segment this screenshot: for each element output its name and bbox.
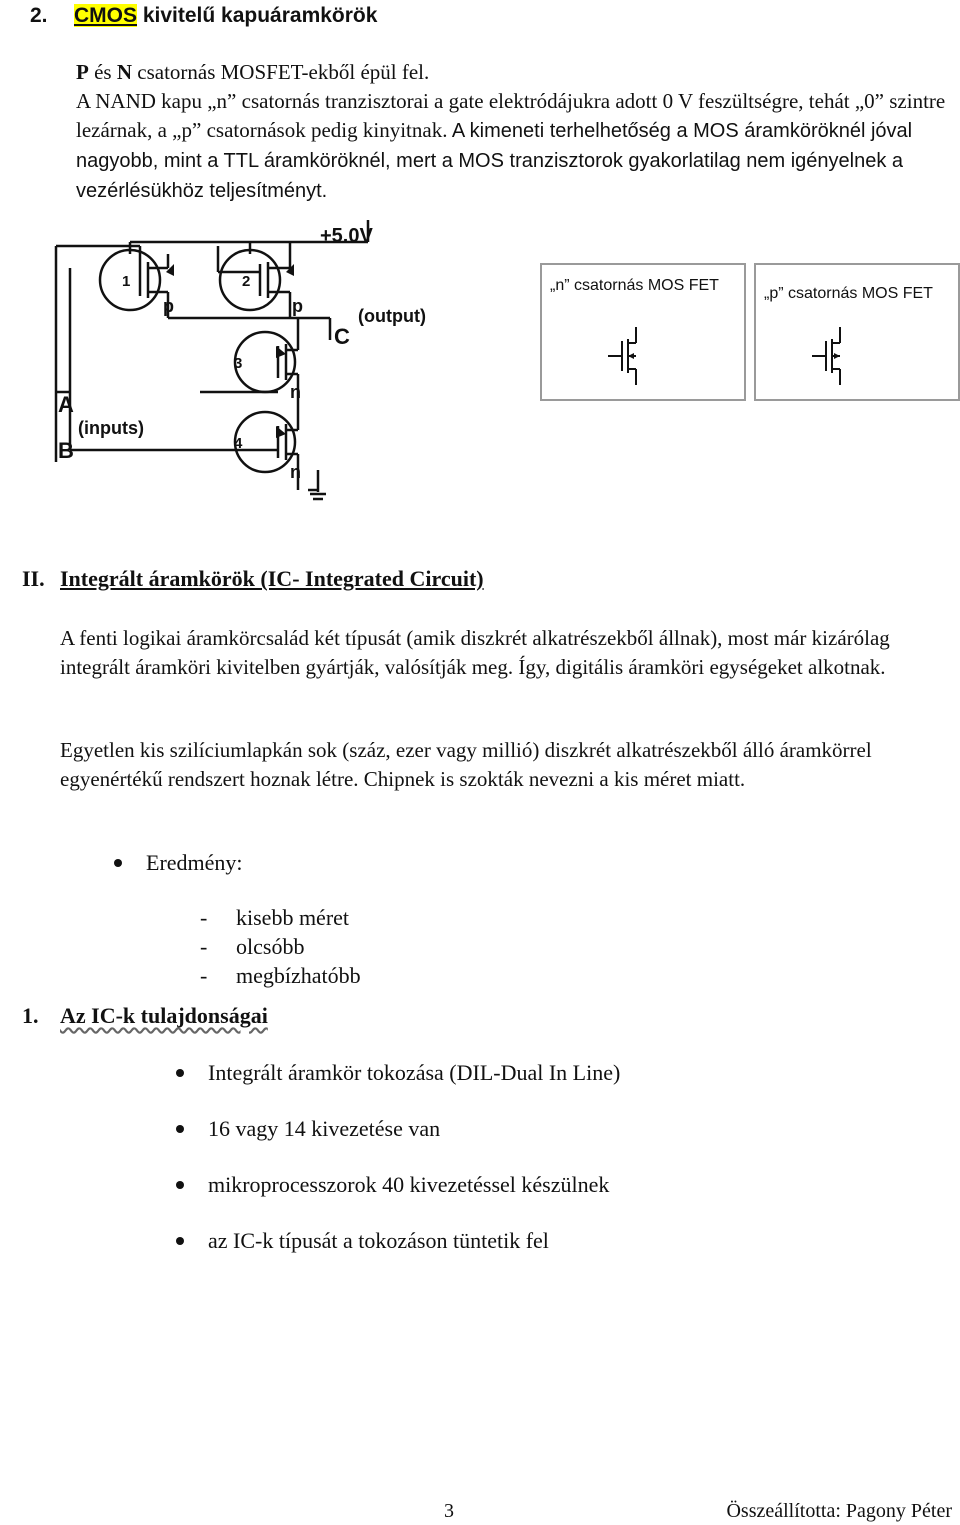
section-heading-cmos — [30, 4, 377, 28]
bullet-icon — [176, 1125, 184, 1133]
list-item — [176, 1172, 609, 1198]
list-item — [200, 932, 361, 961]
section-title: Az IC-k tulajdonságai — [60, 1003, 268, 1028]
n-label-2: n — [290, 462, 301, 482]
supply-label: +5.0V — [320, 225, 373, 247]
transistor-1-label: 1 — [122, 273, 131, 290]
list-item — [176, 1228, 549, 1254]
result-item: kisebb méret — [236, 905, 350, 930]
intro-line1-rest: csatornás MOSFET-ekből épül fel. — [132, 60, 430, 84]
dash: - — [200, 934, 208, 959]
transistor-3-label: 3 — [234, 355, 243, 372]
input-a-label: A — [58, 392, 74, 417]
dash: - — [200, 905, 208, 930]
transistor-2-label: 2 — [242, 273, 251, 290]
result-label: Eredmény: — [146, 850, 243, 875]
heading-rest: kivitelű kapuáramkörök — [137, 4, 378, 27]
ic-paragraph-1: A fenti logikai áramkörcsalád két típusát (amik diszkrét alkatrészekből állnak), most már kizárólag integrált áramköri kivitelben gyártják, valósítják meg. Így, digitális áramköri egységeket alkotnak. — [60, 626, 890, 679]
n-channel-mosfet-symbol — [540, 263, 746, 401]
p-fet-caption: „p” csatornás MOS FET — [764, 285, 933, 302]
section-heading-ic-properties — [22, 1003, 268, 1029]
intro-line2-text: A NAND kapu „n” csatornás tranzisztorai a gate elektródájukra adott 0 V feszültségre, tehát „0” szintre lezárnak, a „p” csatornások pedig kinyitnak. — [76, 89, 946, 142]
result-list — [200, 903, 361, 990]
n-label-1: n — [290, 382, 301, 402]
output-label: (output) — [358, 306, 426, 326]
cmos-nand-circuit-diagram — [50, 212, 450, 507]
property-text: az IC-k típusát a tokozáson tüntetik fel — [208, 1228, 549, 1253]
intro-and: és — [88, 60, 117, 84]
intro-n-bold: N — [116, 60, 132, 84]
property-text: Integrált áramkör tokozása (DIL-Dual In Line) — [208, 1060, 621, 1085]
output-node-label: C — [334, 324, 350, 349]
property-text: mikroprocesszorok 40 kivezetéssel készülnek — [208, 1172, 610, 1197]
ic-paragraph-2: Egyetlen kis szilíciumlapkán sok (száz, ezer vagy millió) diszkrét alkatrészekből álló áramkörrel egyenértékű rendszert hoznak létre. Chipnek is szokták nevezni a kis méret miatt. — [60, 738, 872, 791]
transistor-4-label: 4 — [234, 435, 243, 452]
list-item — [176, 1060, 620, 1086]
list-item — [200, 961, 361, 990]
p-label-1: p — [163, 296, 174, 316]
section-number: II. — [22, 566, 45, 591]
intro-line1 — [76, 58, 946, 87]
intro-line3-text: A kimeneti terhelhetőség a MOS áramköröknél jóval nagyobb, mint a TTL áramköröknél, mert a MOS tranzisztorok gyakorlatilag nem igényelnek a vezérlésükhöz teljesítményt. — [76, 120, 913, 202]
p-label-2: p — [292, 296, 303, 316]
section-number: 1. — [22, 1003, 39, 1028]
intro-line2 — [76, 87, 946, 206]
section-title: Integrált áramkörök (IC- Integrated Circuit) — [60, 566, 484, 591]
intro-paragraph — [76, 58, 946, 206]
bullet-icon — [176, 1237, 184, 1245]
inputs-label: (inputs) — [78, 418, 144, 438]
input-b-label: B — [58, 438, 74, 463]
section-heading-ic — [22, 566, 484, 592]
bullet-icon — [176, 1069, 184, 1077]
heading-highlight: CMOS — [74, 4, 137, 27]
property-text: 16 vagy 14 kivezetése van — [208, 1116, 441, 1141]
list-item — [200, 903, 361, 932]
footer-author: Összeállította: Pagony Péter — [726, 1500, 952, 1522]
bullet-icon — [114, 859, 122, 867]
page-number: 3 — [444, 1500, 454, 1522]
n-fet-caption: „n” csatornás MOS FET — [550, 277, 719, 294]
section-number: 2. — [30, 4, 48, 27]
bullet-icon — [176, 1181, 184, 1189]
p-channel-mosfet-symbol — [754, 263, 960, 401]
n-fet-icon — [604, 321, 654, 391]
result-item: megbízhatóbb — [236, 963, 361, 988]
result-bullet — [114, 850, 243, 876]
list-item — [176, 1116, 440, 1142]
p-fet-icon — [808, 321, 858, 391]
result-item: olcsóbb — [236, 934, 305, 959]
dash: - — [200, 963, 208, 988]
intro-p-bold: P — [76, 60, 89, 84]
